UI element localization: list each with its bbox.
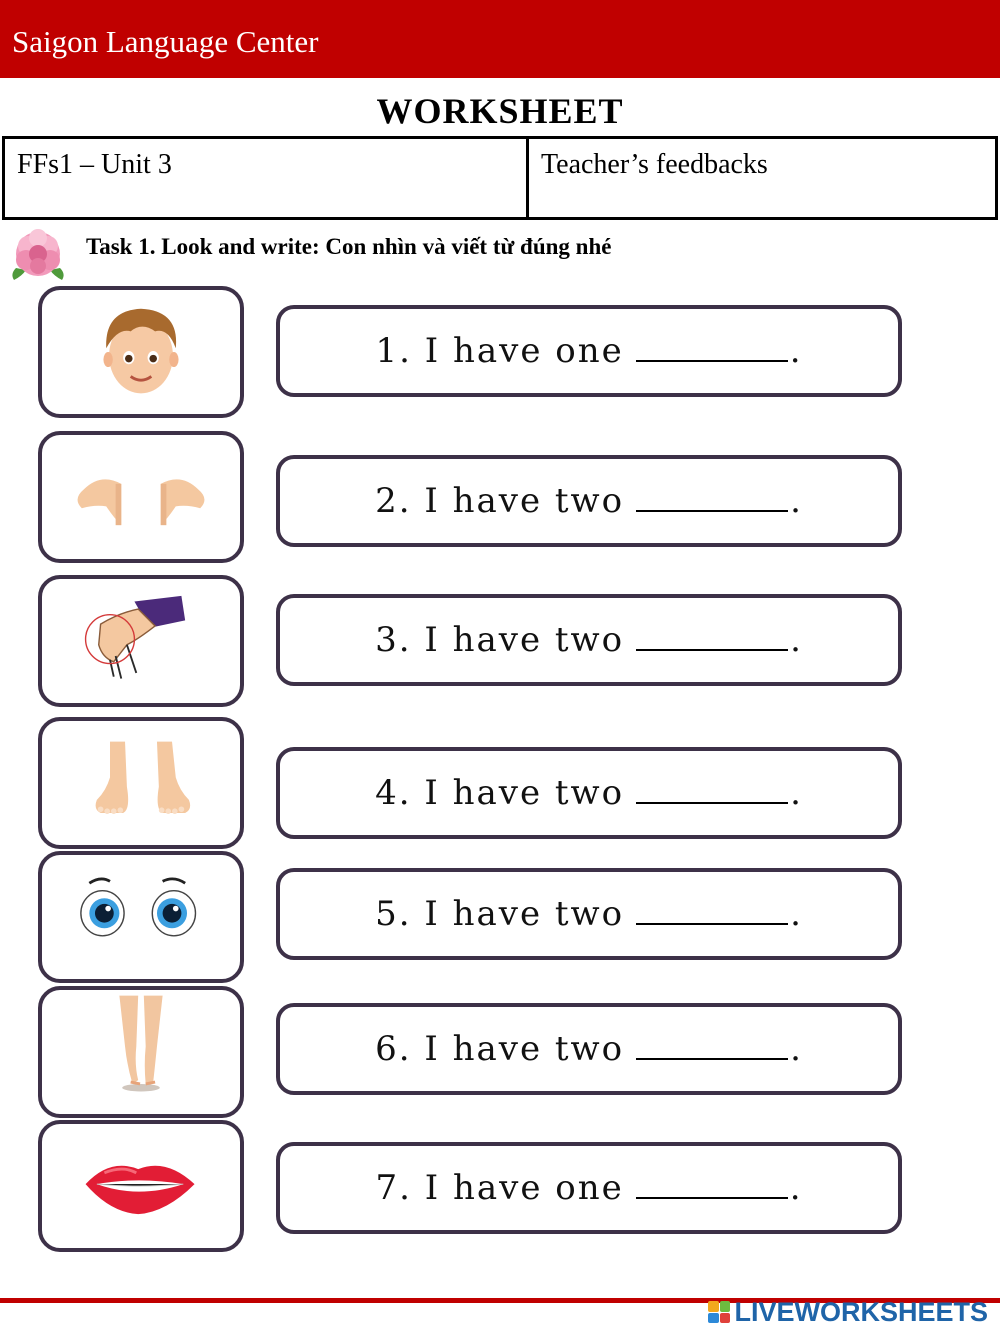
sentence-5: 5. I have two . xyxy=(375,894,803,934)
item-text: I have two xyxy=(424,773,625,813)
sentence-2: 2. I have two . xyxy=(375,481,803,521)
info-table xyxy=(2,136,998,220)
arms-icon xyxy=(42,435,240,559)
knees-icon xyxy=(42,579,240,703)
item-number: 7. xyxy=(375,1168,412,1208)
sentence-box-6 xyxy=(276,1003,902,1095)
item-text: I have two xyxy=(424,894,625,934)
header-title: Saigon Language Center xyxy=(12,24,319,59)
sentence-4: 4. I have two . xyxy=(375,773,803,813)
head-icon xyxy=(42,290,240,414)
picture-box-1 xyxy=(38,286,244,418)
item-number: 2. xyxy=(375,481,412,521)
picture-box-5 xyxy=(38,851,244,983)
item-number: 4. xyxy=(375,773,412,813)
answer-blank-5[interactable] xyxy=(636,899,788,925)
picture-box-6 xyxy=(38,986,244,1118)
answer-blank-1[interactable] xyxy=(636,336,788,362)
header-bar xyxy=(0,0,1000,78)
item-text: I have two xyxy=(424,620,625,660)
sentence-box-7 xyxy=(276,1142,902,1234)
eyes-icon xyxy=(42,855,240,979)
answer-blank-3[interactable] xyxy=(636,625,788,651)
answer-blank-7[interactable] xyxy=(636,1173,788,1199)
class-cell: FFs1 – Unit 3 xyxy=(5,139,529,217)
liveworksheets-logo[interactable] xyxy=(708,1297,988,1327)
sentence-1: 1. I have one . xyxy=(375,331,803,371)
sentence-box-1 xyxy=(276,305,902,397)
item-number: 1. xyxy=(375,331,412,371)
flower-icon xyxy=(8,224,68,282)
item-number: 6. xyxy=(375,1029,412,1069)
answer-blank-6[interactable] xyxy=(636,1034,788,1060)
worksheet-title: WORKSHEET xyxy=(376,91,624,131)
item-text: I have one xyxy=(424,1168,624,1208)
sentence-box-3 xyxy=(276,594,902,686)
feet-icon xyxy=(42,721,240,845)
task-title: Task 1. Look and write: Con nhìn và viết từ đúng nhé xyxy=(86,234,612,259)
sentence-6: 6. I have two . xyxy=(375,1029,803,1069)
picture-box-2 xyxy=(38,431,244,563)
item-text: I have two xyxy=(424,1029,625,1069)
item-number: 5. xyxy=(375,894,412,934)
sentence-box-5 xyxy=(276,868,902,960)
sentence-3: 3. I have two . xyxy=(375,620,803,660)
legs-icon xyxy=(42,990,240,1114)
sentence-box-2 xyxy=(276,455,902,547)
sentence-box-4 xyxy=(276,747,902,839)
picture-box-4 xyxy=(38,717,244,849)
item-text: I have two xyxy=(424,481,625,521)
sentence-7: 7. I have one . xyxy=(375,1168,803,1208)
footer-brand: LIVEWORKSHEETS xyxy=(734,1296,988,1327)
picture-box-3 xyxy=(38,575,244,707)
item-text: I have one xyxy=(424,331,624,371)
answer-blank-2[interactable] xyxy=(636,486,788,512)
picture-box-7 xyxy=(38,1120,244,1252)
feedback-cell: Teacher’s feedbacks xyxy=(541,149,768,180)
mouth-icon xyxy=(42,1124,240,1248)
answer-blank-4[interactable] xyxy=(636,778,788,804)
liveworksheets-badge-icon xyxy=(708,1301,730,1323)
item-number: 3. xyxy=(375,620,412,660)
